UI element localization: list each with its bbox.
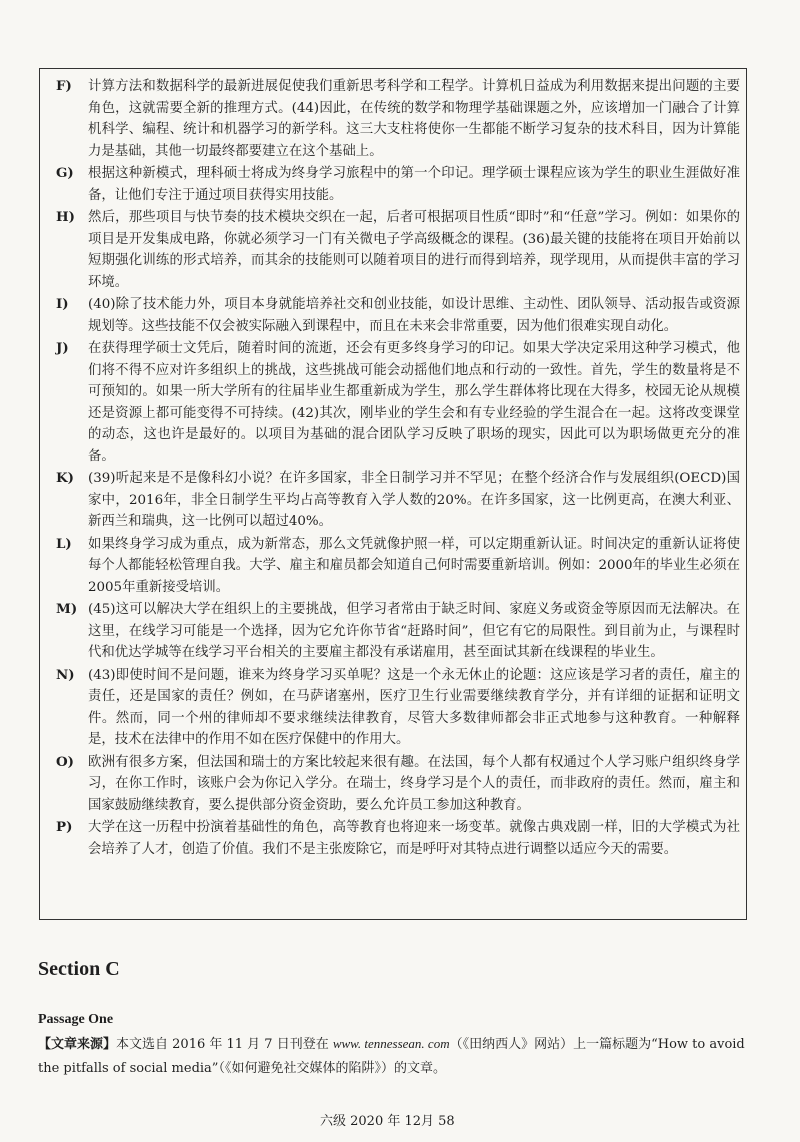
paragraph-i (56, 294, 740, 337)
paragraph-f (56, 76, 740, 162)
paragraph-letter: L) (56, 535, 72, 552)
paragraph-letter: M) (56, 601, 78, 617)
paragraph-g (56, 163, 740, 206)
paragraph-letter: F) (56, 78, 72, 94)
paragraph-letter: K) (56, 470, 74, 486)
source-site: www. tennessean. com (332, 1036, 450, 1051)
source-text-pre: 本文选自 2016 年 11 月 7 日刊登在 (116, 1037, 333, 1052)
paragraph-text: (43)即使时间不是问题，谁来为终身学习买单呢？这是一个永无休止的论题：这应该是学习者的责任，雇主的责任，还是国家的责任？例如，在马萨诸塞州，医疗卫生行业需要继续教育学分，并有详细的证据和证明文件。然而，同一个州的律师却不要求继续法律教育，尽管大多数律师都会非正式地参与这种教育。一种解释是，技术在法律中的作用不如在医疗保健中的作用大。 (88, 667, 740, 747)
paragraph-text: 在获得理学硕士文凭后，随着时间的流逝，还会有更多终身学习的印记。如果大学决定采用这种学习模式，他们将不得不应对许多组织上的挑战，这些挑战可能会动摇他们地点和行动的一致性。首先，学生的数量将是不可预知的。如果一所大学所有的往届毕业生都重新成为学生，那么学生群体将比现在大得多，校园无论从规模还是资源上都可能变得不可持续。(42)其次，刚毕业的学生会和有专业经验的学生混合在一起。这将改变课堂的动态，这也许是最好的。以项目为基础的混合团队学习反映了职场的现实，因此可以为职场做更充分的准备。 (88, 341, 740, 464)
section-title: Section C (38, 958, 120, 980)
paragraph-n (56, 665, 740, 751)
paragraph-text: 然后，那些项目与快节奏的技术模块交织在一起，后者可根据项目性质“即时”和“任意”学习。例如：如果你的项目是开发集成电路，你就必须学习一门有关微电子学高级概念的课程。(36)最关键的技能将在项目开始前以短期强化训练的形式培养，而其余的技能则可以随着项目的进行而得到培养，现学现用，从而提供丰富的学习环境。 (88, 210, 740, 290)
source-note (38, 1032, 748, 1081)
paragraph-p (56, 817, 740, 860)
paragraph-letter: I) (56, 296, 69, 312)
paragraph-l (56, 534, 740, 599)
paragraph-letter: J) (56, 340, 69, 356)
paragraph-h (56, 207, 740, 293)
paragraph-m (56, 599, 740, 664)
paragraph-letter: P) (56, 819, 73, 835)
paragraph-k (56, 468, 740, 533)
paragraph-text: 大学在这一历程中扮演着基础性的角色，高等教育也将迎来一场变革。就像古典戏剧一样，旧的大学模式为社会培养了人才，创造了价值。我们不是主张废除它，而是呼吁对其特点进行调整以适应今天的需要。 (88, 820, 740, 857)
paragraph-letter: N) (56, 666, 75, 683)
paragraph-text: (39)听起来是不是像科幻小说？在许多国家，非全日制学习并不罕见；在整个经济合作与发展组织(OECD)国家中，2016年，非全日制学生平均占高等教育入学人数的20%。在许多国家，这一比例更高，在澳大利亚、新西兰和瑞典，这一比例可以超过40%。 (88, 471, 740, 529)
paragraph-letter: O) (56, 753, 75, 770)
paragraph-letter: H) (56, 209, 75, 225)
paragraph-text: (40)除了技术能力外，项目本身就能培养社交和创业技能，如设计思维、主动性、团队领导、活动报告或资源规划等。这些技能不仅会被实际融入到课程中，而且在未来会非常重要，因为他们很难实现自动化。 (88, 297, 740, 334)
page-footer: 六级 2020 年 12月 58 (320, 1114, 455, 1129)
paragraph-letter: G) (56, 165, 74, 181)
paragraph-text: 计算方法和数据科学的最新进展促使我们重新思考科学和工程学。计算机日益成为利用数据来提出问题的主要角色，这就需要全新的推理方式。(44)因此，在传统的数学和物理学基础课题之外，应该增加一门融合了计算机科学、编程、统计和机器学习的新学科。这三大支柱将使你一生都能不断学习复杂的技术科目，因为计算能力是基础，其他一切最终都要建立在这个基础上。 (88, 79, 740, 159)
passage-title: Passage One (38, 1012, 114, 1027)
paragraph-text: 欧洲有很多方案，但法国和瑞士的方案比较起来很有趣。在法国，每个人都有权通过个人学习账户组织终身学习，在你工作时，该账户会为你记入学分。在瑞士，终身学习是个人的责任，而非政府的责任。然而，雇主和国家鼓励继续教育，要么提供部分资金资助，要么允许员工参加这种教育。 (88, 754, 740, 813)
paragraph-text: 根据这种新模式，理科硕士将成为终身学习旅程中的第一个印记。理学硕士课程应该为学生的职业生涯做好准备，让他们专注于通过项目获得实用技能。 (88, 166, 740, 203)
paragraph-j (56, 338, 740, 467)
source-text-post: （《田纳西人》网站）上一篇标题为“How to avoid the pitfalls of social media”（《如何避免社交媒体的陷阱》）的文章。 (38, 1037, 745, 1076)
paragraph-list (56, 76, 740, 861)
source-label: 【文章来源】 (38, 1037, 117, 1052)
paragraph-text: 如果终身学习成为重点，成为新常态，那么文凭就像护照一样，可以定期重新认证。时间决定的重新认证将使每个人都能轻松管理自我。大学、雇主和雇员都会知道自己何时需要重新培训。例如：2000年的毕业生必须在2005年重新接受培训。 (88, 536, 740, 595)
paragraph-o (56, 752, 740, 817)
paragraph-text: (45)这可以解决大学在组织上的主要挑战，但学习者常由于缺乏时间、家庭义务或资金等原因而无法解决。在这里，在线学习可能是一个选择，因为它允许你节省“赶路时间”，但它有它的局限性。到目前为止，与课程时代和优达学城等在线学习平台相关的主要雇主都没有承诺雇用，甚至面试其新在线课程的毕业生。 (88, 602, 740, 660)
